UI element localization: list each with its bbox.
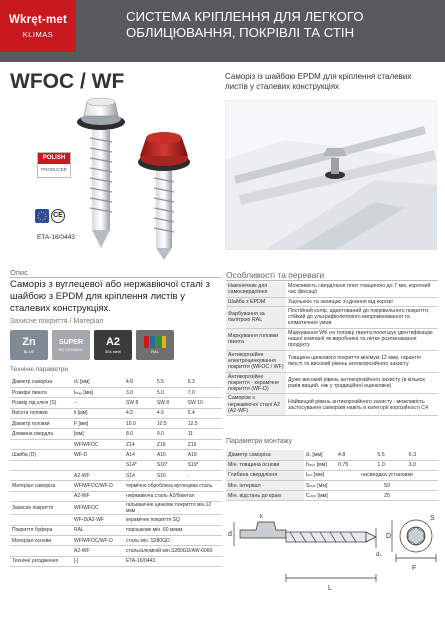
brand-name: Wkręt-met (8, 13, 68, 26)
params-cell: сталь мін. S280GD (124, 535, 222, 545)
params-cell: Покриття буфера (10, 525, 72, 535)
dim-label-L: L (328, 585, 332, 592)
params-row (10, 387, 222, 397)
product-description: Саморіз із шайбою EPDM для кріплення сталевих листів у сталевих конструкціях (225, 72, 412, 91)
params-row (10, 515, 222, 525)
params-cell: F [мм] (72, 419, 124, 429)
params-cell: – (72, 398, 124, 408)
params-cell: 10.0 (124, 419, 155, 429)
params-cell: Z16 (155, 439, 186, 449)
params-row (10, 471, 222, 481)
mounting-cell: 0.75 (336, 460, 375, 470)
params-cell: Діаметр саморіза (10, 377, 72, 387)
params-cell: S19* (186, 460, 222, 470)
paint-palette-icon (144, 336, 166, 348)
params-cell: A14 (124, 450, 155, 460)
feature-name: Наконечник для самосвердління (226, 282, 286, 297)
params-cell: 11 (186, 429, 222, 439)
params-cell: A19 (186, 450, 222, 460)
params-cell: Технічні узгодження (10, 556, 72, 566)
mounting-cell: 1.0 (375, 460, 406, 470)
params-cell: Матеріал саморіза (10, 481, 72, 491)
params-row (10, 502, 222, 515)
feature-row (226, 306, 438, 328)
params-cell: - (186, 471, 222, 481)
params-cell: 3.0 (124, 387, 155, 397)
params-cell: Захисне покриття (10, 502, 72, 515)
params-cell: A2-WF (72, 471, 124, 481)
params-cell: Довжина свердла (10, 429, 72, 439)
feature-row (226, 350, 438, 372)
params-row (10, 398, 222, 408)
mounting-title: Параметри монтажу (226, 438, 292, 445)
red-screw (138, 132, 190, 260)
coating-title: A2 (105, 336, 121, 348)
coating-sub: SQ CERAMIC (58, 346, 84, 352)
params-row (10, 556, 222, 566)
params-row (10, 535, 222, 545)
params-cell: нержавіюча сталь A2/біметал (124, 491, 222, 501)
brand-logo[interactable] (0, 0, 76, 52)
coating-sub: BLUE (23, 349, 35, 354)
params-cell: сталь/алюміній мін.S280GD/AW-6060 (124, 546, 222, 556)
params-cell: ETA-16/0443 (124, 556, 222, 566)
params-cell: 5.4 (186, 408, 222, 418)
roof-illustration (225, 100, 437, 250)
params-cell (10, 515, 72, 525)
params-row (10, 525, 222, 535)
coating-zn (10, 330, 48, 360)
mounting-row (226, 491, 438, 501)
params-cell: S16 (155, 471, 186, 481)
params-title: Технічні параметри (10, 366, 69, 373)
mounting-table (226, 450, 438, 501)
dim-label-S: S (430, 515, 435, 522)
params-cell: порошкове мін. 60 мкмм (124, 525, 222, 535)
feature-desc: Ущільнює та захищає з'єднання від корозії (286, 297, 438, 306)
coating-title: Zn (22, 336, 36, 348)
params-cell: WF-D/A2-WF (72, 515, 124, 525)
feature-row (226, 328, 438, 350)
params-cell: 12.5 (186, 419, 222, 429)
coating-sub: 304 steel (104, 349, 122, 354)
mounting-cell: lₑₘ [мм] (304, 470, 336, 480)
params-cell: k [мм] (72, 408, 124, 418)
params-row (10, 429, 222, 439)
dim-label-d: d (228, 531, 232, 538)
mounting-cell: hₘᵢₙ [мм] (304, 460, 336, 470)
params-row (10, 419, 222, 429)
dim-label-F: F (412, 565, 417, 572)
params-row (10, 481, 222, 491)
params-table (10, 377, 222, 567)
params-cell: 5.5 (155, 377, 186, 387)
params-cell: WF/WFOC (72, 502, 124, 515)
params-cell: 5.0 (155, 387, 186, 397)
params-cell: Висота головки (10, 408, 72, 418)
feature-desc: Найвищий рівень антикорозійного захисту - можливість застосування саморізів навіть в категорії корозійності C4 (286, 394, 438, 416)
params-cell: SW 8 (155, 398, 186, 408)
params-cell: A16 (155, 450, 186, 460)
params-cell: dₛ [мм] (72, 377, 124, 387)
params-cell (10, 471, 72, 481)
params-cell: 4.5 (124, 408, 155, 418)
params-cell: tₘₐₓ [мм] (72, 387, 124, 397)
mounting-cell: dₛ [мм] (304, 450, 336, 460)
eu-flag-icon (35, 208, 49, 224)
mounting-cell: Мін. товщина основи (226, 460, 304, 470)
params-cell: SW 10 (186, 398, 222, 408)
feature-name: Шайба з EPDM (226, 297, 286, 306)
silver-screw (77, 98, 125, 248)
params-cell: 4.9 (155, 408, 186, 418)
params-cell: Z19 (186, 439, 222, 449)
mounting-cell: Мін. відстань до краю (226, 491, 304, 501)
technical-drawing (226, 508, 438, 623)
mounting-row (226, 450, 438, 460)
params-row (10, 408, 222, 418)
feature-row (226, 394, 438, 416)
params-cell: Шайба (D) (10, 450, 72, 460)
params-cell: 9.0 (155, 429, 186, 439)
params-row (10, 439, 222, 449)
description-text: Саморіз з вуглецевої або нержавіючої сталі з шайбою з EPDM для кріплення листів у сталевих конструкціях. (10, 279, 210, 314)
params-row (10, 450, 222, 460)
params-cell: A2-WF (72, 546, 124, 556)
mounting-cell: 3.0 (407, 460, 438, 470)
feature-desc: Товщина цинкового покриття мінімум 12 мкм, гарантія якості та високий рівень антикорозійного захисту (286, 350, 438, 372)
params-cell: 7.0 (186, 387, 222, 397)
params-cell: 8.0 (124, 429, 155, 439)
divider (226, 280, 438, 281)
feature-desc: Можливість свердління плит товщиною до 7 мм, короткий час фіксації (286, 282, 438, 297)
coating-sub: RAL (151, 349, 159, 354)
mounting-cell: Глибина свердління (226, 470, 304, 480)
mounting-cell: 5.5 (375, 450, 406, 460)
params-row (10, 460, 222, 470)
dim-label-k: k (260, 514, 263, 520)
mounting-cell: Діаметр саморіза (226, 450, 304, 460)
mounting-cell: Cₘᵢₙ [мм] (304, 491, 336, 501)
eta-number: ETA-16/0443 (37, 234, 75, 241)
mounting-cell: 50 (336, 481, 438, 491)
params-cell: гальванічне цинкове покриття мін.12 мкм (124, 502, 222, 515)
params-cell: 4.8 (124, 377, 155, 387)
params-cell: Розмір під ключ (S) (10, 398, 72, 408)
page-title: СИСТЕМА КРІПЛЕННЯ ДЛЯ ЛЕГКОГО ОБЛИЦЮВАННЯ, ПОКРІВЛІ ТА СТІН (126, 9, 364, 40)
screw-illustration (68, 92, 218, 262)
params-cell: [-] (72, 556, 124, 566)
feature-row (226, 372, 438, 394)
mounting-cell: насвердка установки (336, 470, 438, 480)
product-model: WFOC / WF (10, 70, 125, 93)
dim-label-ds: dₛ (376, 552, 382, 558)
polish-producer-badge (37, 152, 71, 178)
params-cell (10, 439, 72, 449)
params-cell: термічно оброблена вуглецева сталь (124, 481, 222, 491)
params-cell: WF/WFOC/WF-D (72, 481, 124, 491)
mounting-cell: Sₘᵢₙ [мм] (304, 481, 336, 491)
params-cell (10, 491, 72, 501)
badge-line1: POLISH (38, 153, 70, 164)
features-title: Особливості та переваги (226, 270, 325, 280)
ce-mark: CE (51, 209, 65, 223)
params-cell: Матеріал основи (10, 535, 72, 545)
feature-row (226, 282, 438, 297)
params-row (10, 546, 222, 556)
params-cell: [мм] (72, 429, 124, 439)
mounting-cell: 6.3 (407, 450, 438, 460)
params-cell: керамічне покриття SQ (124, 515, 222, 525)
mounting-cell: Мін. інтервал (226, 481, 304, 491)
params-cell: WF/WFOC (72, 439, 124, 449)
params-cell: S16* (155, 460, 186, 470)
brand-sub: KLIMAS (22, 29, 54, 39)
params-cell: Діаметр головки (10, 419, 72, 429)
coating-super (52, 330, 90, 360)
badge-line2: PRODUCER (41, 167, 67, 172)
params-cell: Z14 (124, 439, 155, 449)
mounting-row (226, 470, 438, 480)
params-cell: A2-WF (72, 491, 124, 501)
coating-label: Захисне покриття / Матеріал (10, 318, 104, 325)
divider (10, 277, 222, 278)
feature-name: Фарбування за палітрою RAL (226, 306, 286, 328)
coating-icons (10, 330, 174, 360)
params-cell: WF/WFOC/WF-D (72, 535, 124, 545)
mounting-row (226, 460, 438, 470)
description-label: Опис (10, 268, 28, 277)
coating-ral (136, 330, 174, 360)
params-cell: Розміри гвинта (10, 387, 72, 397)
feature-desc: Маркування WK на головці гвинта полегшує ідентифікацію нашої компанії як виробника та легке розпізнавання продукту (286, 328, 438, 350)
feature-row (226, 297, 438, 306)
params-cell (10, 460, 72, 470)
dim-label-D: D (386, 533, 392, 540)
params-cell: WF-D (72, 450, 124, 460)
feature-name: Маркування головки гвинта (226, 328, 286, 350)
feature-name: Саморізи з нержавіючої сталі A2 (A2-WF) (226, 394, 286, 416)
header-bar (0, 0, 445, 62)
params-cell: S14* (124, 460, 155, 470)
feature-name: Антикорозійне покриття - керамічне покриття (WF-D) (226, 372, 286, 394)
params-cell (10, 546, 72, 556)
coating-title: SUPER (58, 338, 84, 346)
mounting-cell: 4.8 (336, 450, 375, 460)
params-cell: 10.5 (155, 419, 186, 429)
feature-desc: Дуже високий рівень антикорозійного захисту (в кількох разів вищий, ніж у традиційної оцинковки) (286, 372, 438, 394)
feature-name: Антикорозійне електроцинкування покриття (WFOC / WF) (226, 350, 286, 372)
params-row (10, 491, 222, 501)
mounting-row (226, 481, 438, 491)
params-cell: SW 8 (124, 398, 155, 408)
features-table (226, 282, 438, 416)
params-cell: 6.3 (186, 377, 222, 387)
feature-desc: Постійний колір, адаптований до покрівельного покриття, стійкий до ультрафіолетового випромінювання та кліматичних умов (286, 306, 438, 328)
params-row (10, 377, 222, 387)
params-cell: RAL (72, 525, 124, 535)
coating-a2 (94, 330, 132, 360)
mounting-cell: 25 (336, 491, 438, 501)
params-cell (72, 460, 124, 470)
params-cell: S14 (124, 471, 155, 481)
